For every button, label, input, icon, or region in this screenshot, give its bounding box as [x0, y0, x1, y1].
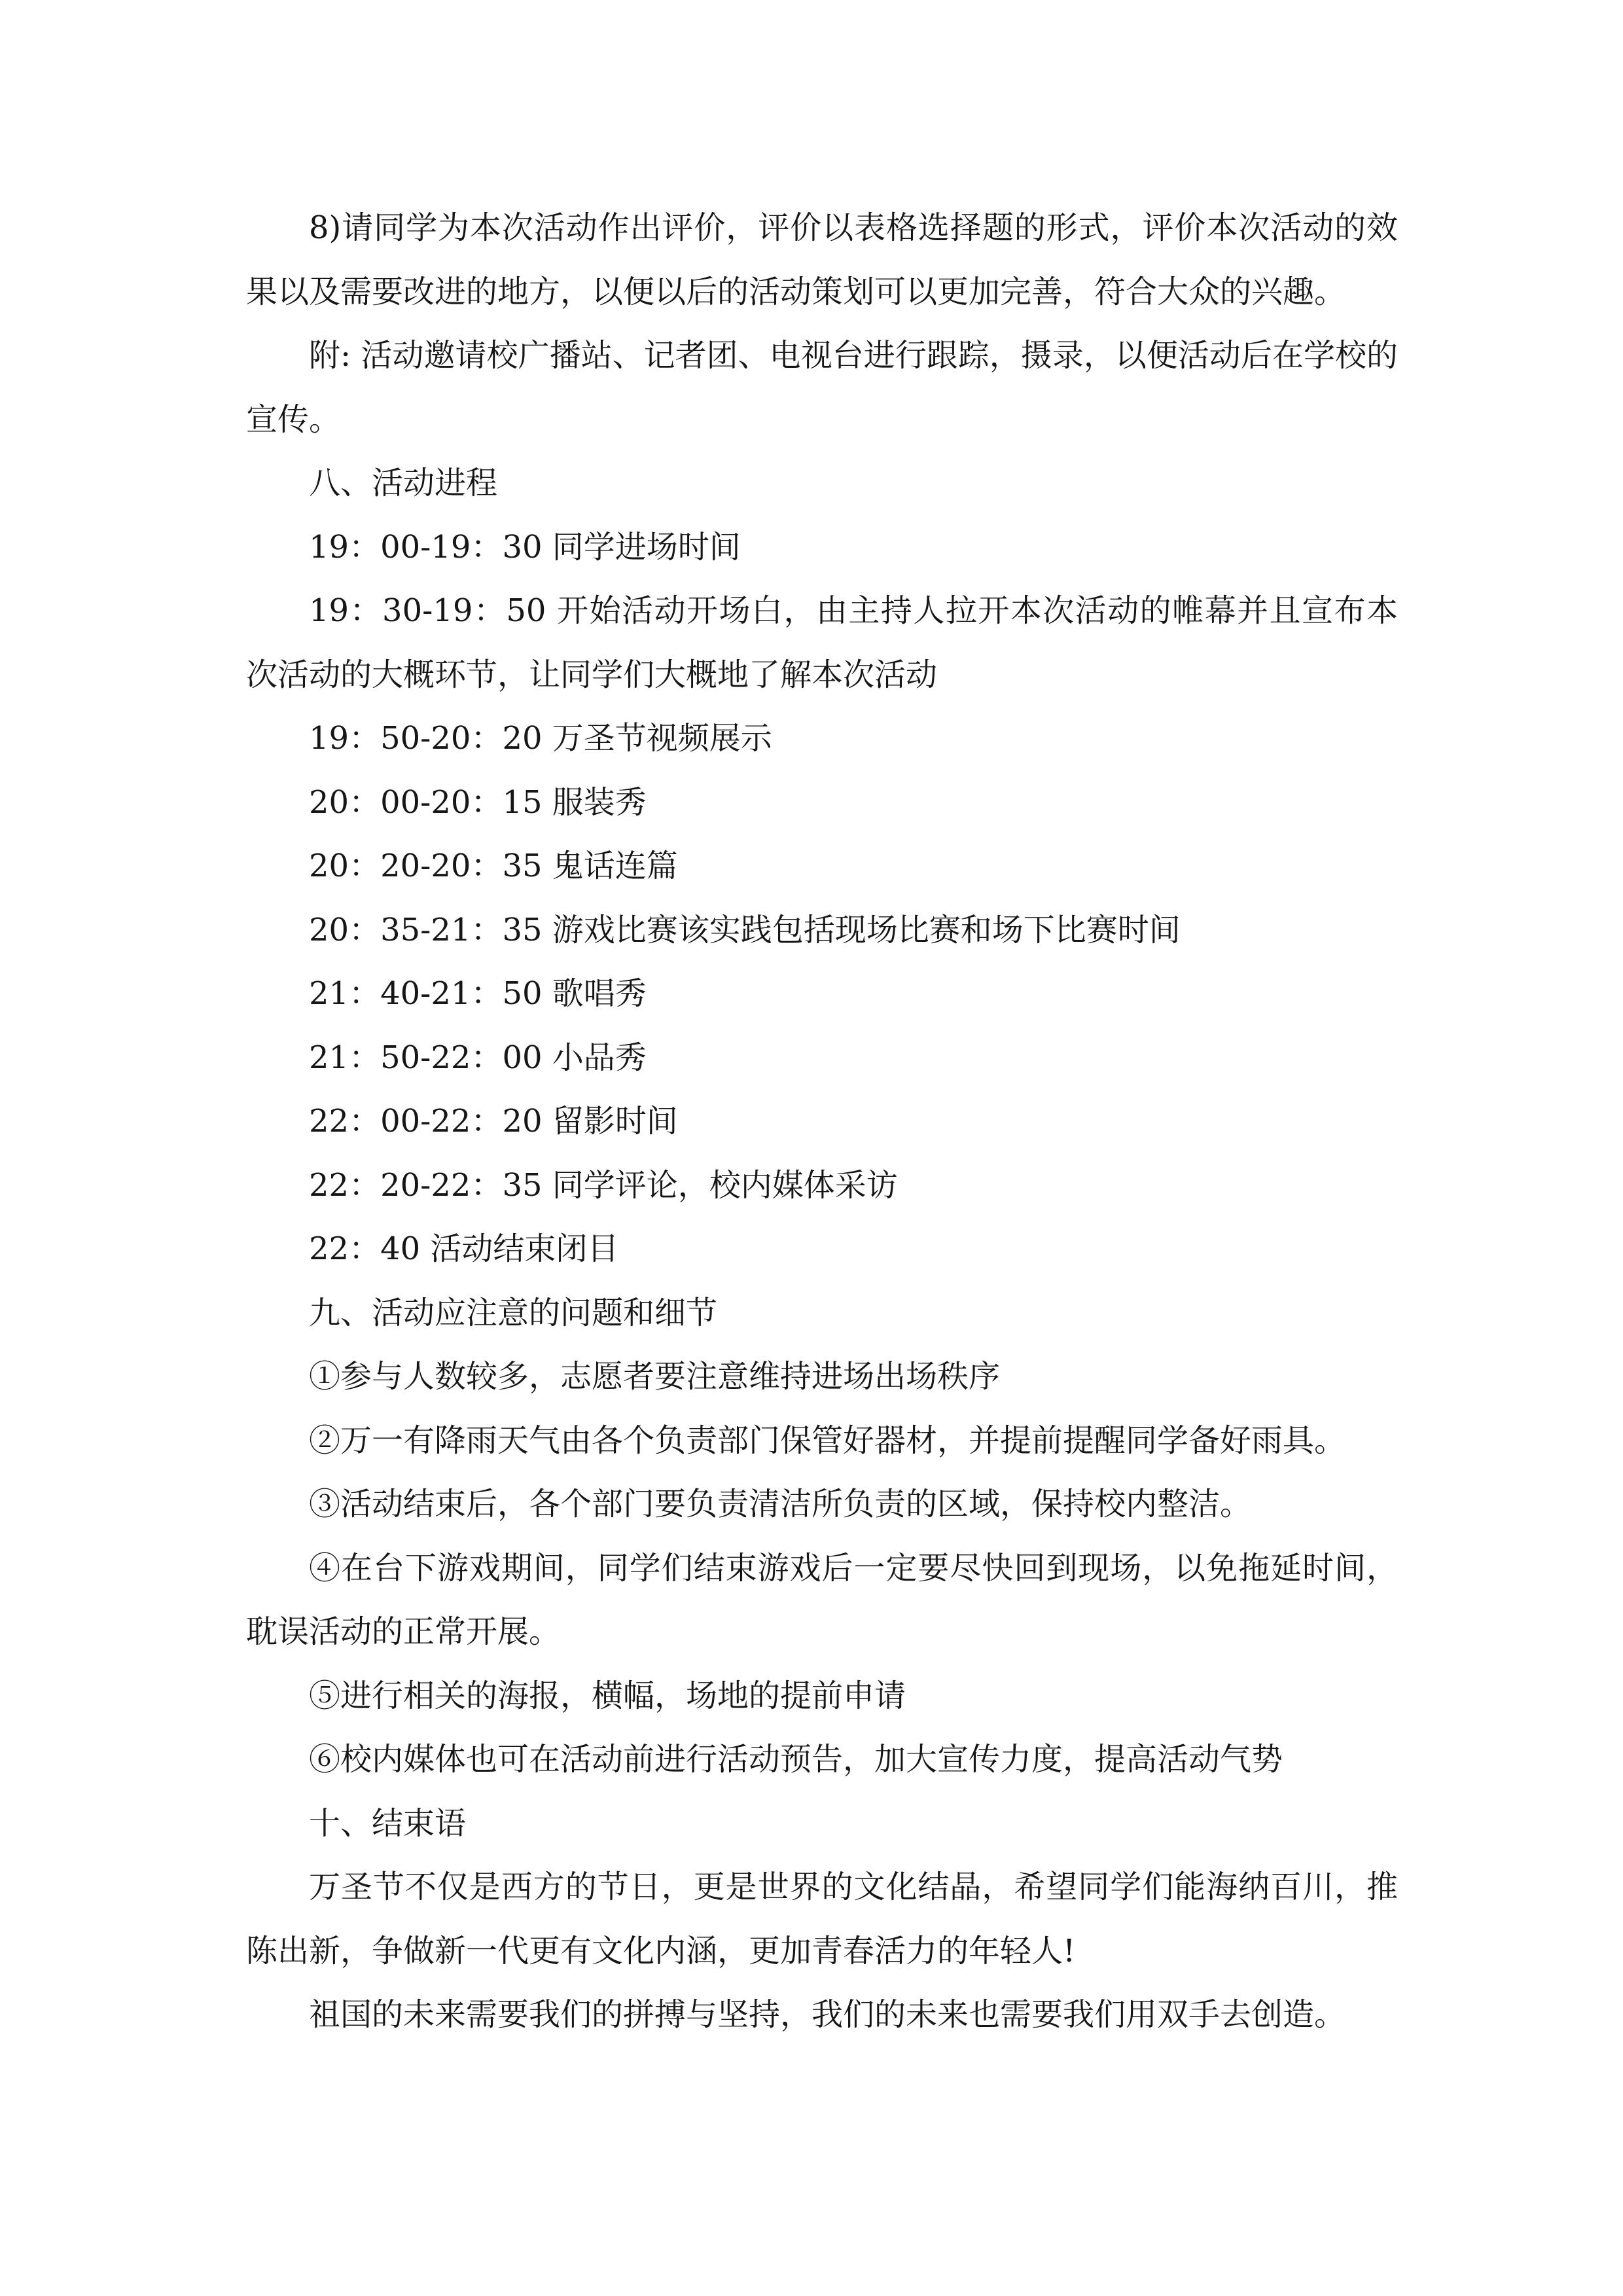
schedule-item: 20：00-20：15 服装秀 — [309, 783, 647, 821]
note-item: ④在台下游戏期间，同学们结束游戏后一定要尽快回到现场，以免拖延时间，耽误活动的正常开展。 — [246, 1549, 1398, 1650]
note-item: ①参与人数较多，志愿者要注意维持进场出场秩序 — [309, 1358, 1001, 1395]
schedule-item: 20：20-20：35 鬼话连篇 — [309, 848, 678, 884]
schedule-item: 19：30-19：50 开始活动开场白，由主持人拉开本次活动的帷幕并且宣布本次活动的大概环节，让同学们大概地了解本次活动 — [246, 592, 1398, 693]
schedule-item: 19：00-19：30 同学进场时间 — [309, 528, 741, 565]
section-heading-notes: 九、活动应注意的问题和细节 — [309, 1294, 718, 1331]
paragraph-evaluation: 8)请同学为本次活动作出评价，评价以表格选择题的形式，评价本次活动的效果以及需要改进的地方，以便以后的活动策划可以更加完善，符合大众的兴趣。 — [246, 209, 1398, 310]
section-heading-schedule: 八、活动进程 — [309, 465, 498, 501]
section-heading-closing: 十、结束语 — [309, 1804, 467, 1842]
schedule-item: 22：00-22：20 留影时间 — [309, 1103, 678, 1139]
closing-paragraph: 祖国的未来需要我们的拼搏与坚持，我们的未来也需要我们用双手去创造。 — [309, 1996, 1346, 2033]
schedule-item: 21：50-22：00 小品秀 — [309, 1039, 647, 1076]
closing-paragraph: 万圣节不仅是西方的节日，更是世界的文化结晶，希望同学们能海纳百川，推陈出新，争做新一代更有文化内涵，更加青春活力的年轻人! — [246, 1869, 1398, 1969]
note-item: ③活动结束后，各个部门要负责清洁所负责的区域，保持校内整洁。 — [309, 1486, 1252, 1522]
document-body — [246, 196, 1398, 2047]
paragraph-appendix-media: 附: 活动邀请校广播站、记者团、电视台进行跟踪，摄录，以便活动后在学校的宣传。 — [246, 337, 1398, 438]
note-item: ⑥校内媒体也可在活动前进行活动预告，加大宣传力度，提高活动气势 — [309, 1741, 1283, 1778]
schedule-item: 22：20-22：35 同学评论，校内媒体采访 — [309, 1166, 898, 1204]
schedule-item: 19：50-20：20 万圣节视频展示 — [309, 720, 772, 757]
note-item: ②万一有降雨天气由各个负责部门保管好器材，并提前提醒同学备好雨具。 — [309, 1422, 1346, 1459]
schedule-item: 22：40 活动结束闭目 — [309, 1230, 619, 1267]
note-item: ⑤进行相关的海报，横幅，场地的提前申请 — [309, 1677, 906, 1714]
schedule-item: 20：35-21：35 游戏比赛该实践包括现场比赛和场下比赛时间 — [309, 911, 1181, 948]
schedule-item: 21：40-21：50 歌唱秀 — [309, 975, 647, 1012]
